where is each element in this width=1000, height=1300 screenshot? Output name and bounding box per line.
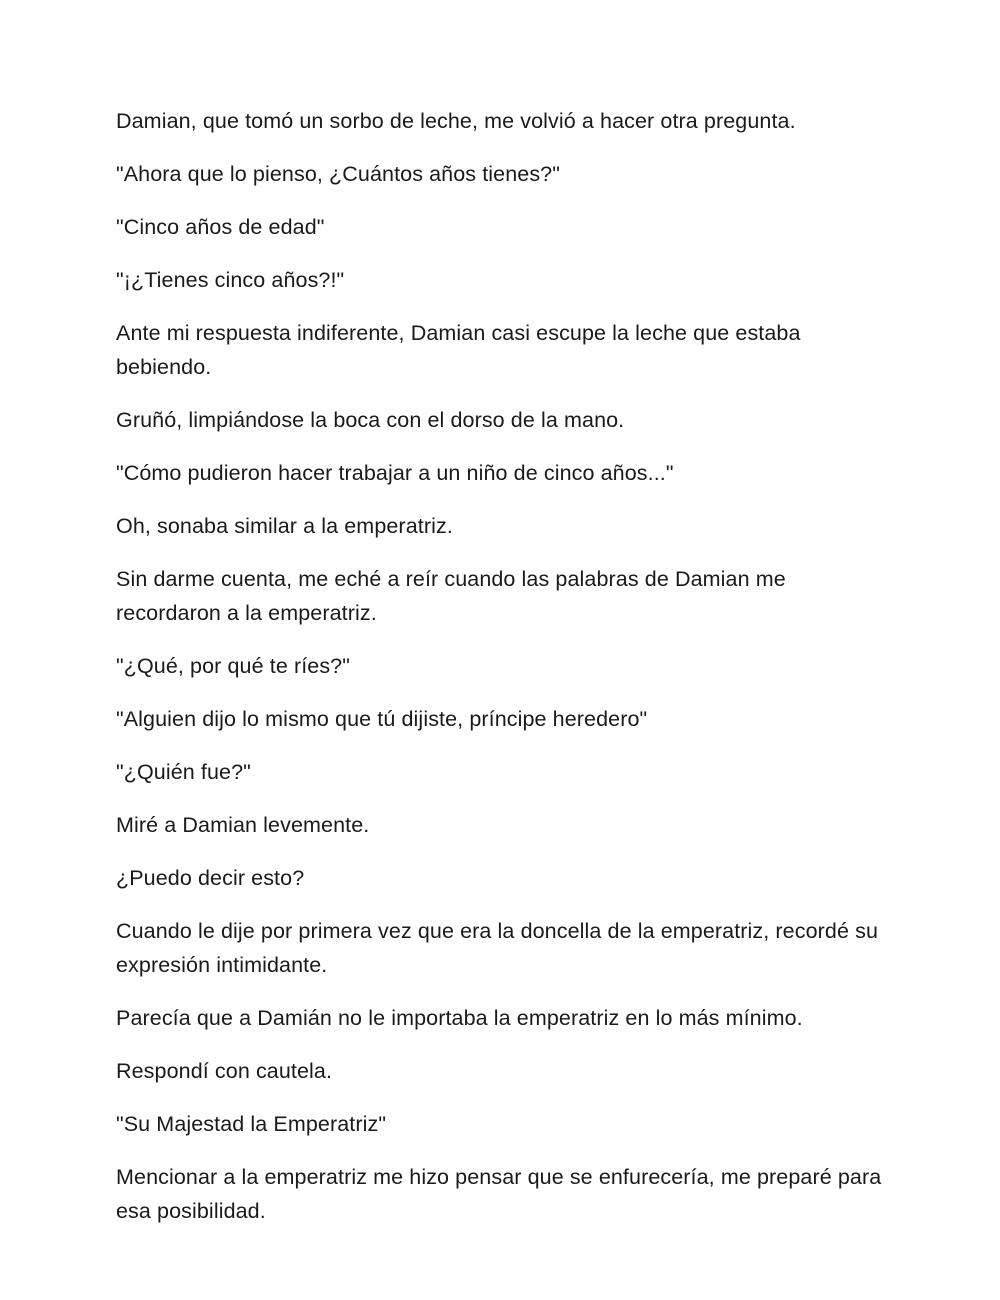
paragraph: "Su Majestad la Emperatriz"	[116, 1112, 387, 1136]
document-body	[116, 104, 896, 1247]
paragraph: Respondí con cautela.	[116, 1059, 333, 1083]
paragraph: "Cómo pudieron hacer trabajar a un niño de cinco años..."	[116, 461, 674, 485]
paragraph: "Cinco años de edad"	[116, 215, 325, 239]
paragraph: Miré a Damian levemente.	[116, 813, 370, 837]
paragraph: "¿Quién fue?"	[116, 760, 251, 784]
paragraph: Parecía que a Damián no le importaba la emperatriz en lo más mínimo.	[116, 1006, 803, 1030]
paragraph: "Alguien dijo lo mismo que tú dijiste, príncipe heredero"	[116, 707, 648, 731]
paragraph: Sin darme cuenta, me eché a reír cuando las palabras de Damian me recordaron a la emperatriz.	[116, 567, 786, 625]
paragraph: "¿Qué, por qué te ríes?"	[116, 654, 350, 678]
paragraph: ¿Puedo decir esto?	[116, 866, 305, 890]
paragraph: Mencionar a la emperatriz me hizo pensar que se enfurecería, me preparé para esa posibilidad.	[116, 1165, 882, 1223]
paragraph: "¡¿Tienes cinco años?!"	[116, 268, 345, 292]
paragraph: Ante mi respuesta indiferente, Damian casi escupe la leche que estaba bebiendo.	[116, 321, 801, 379]
paragraph: Oh, sonaba similar a la emperatriz.	[116, 514, 453, 538]
paragraph: Damian, que tomó un sorbo de leche, me volvió a hacer otra pregunta.	[116, 109, 796, 133]
paragraph: Gruñó, limpiándose la boca con el dorso de la mano.	[116, 408, 625, 432]
paragraph: "Ahora que lo pienso, ¿Cuántos años tienes?"	[116, 162, 560, 186]
paragraph: Cuando le dije por primera vez que era la doncella de la emperatriz, recordé su expresión intimidante.	[116, 919, 879, 977]
